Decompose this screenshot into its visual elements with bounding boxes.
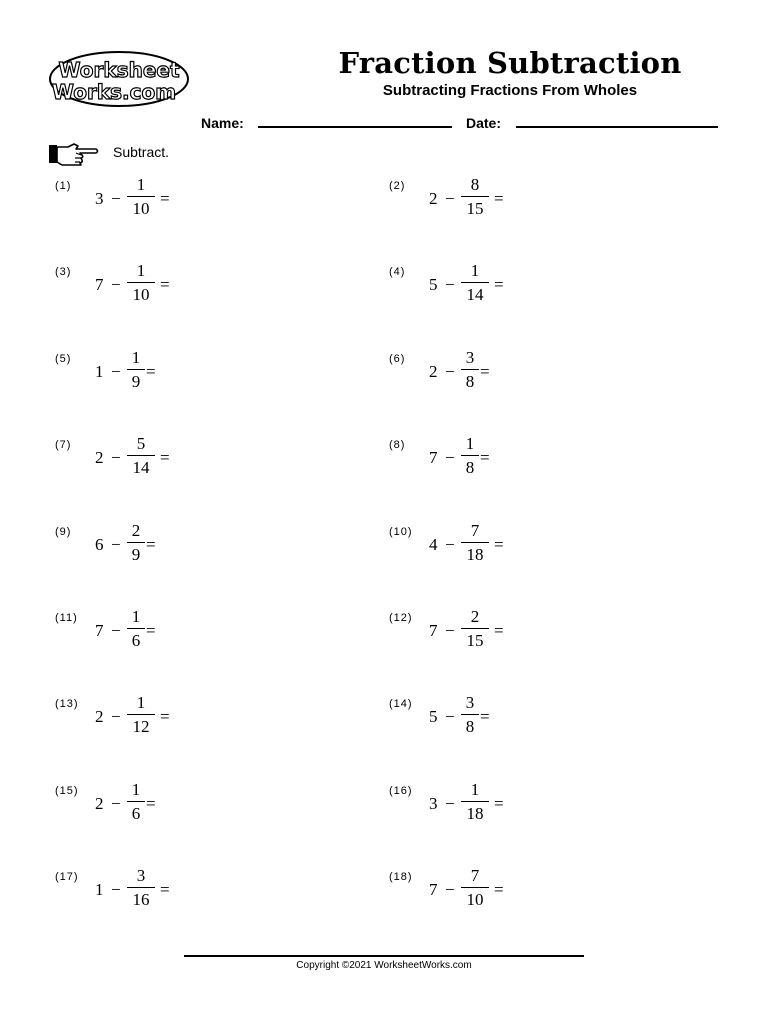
problem-number: (8) [389,439,406,451]
minus-sign: − [111,794,121,813]
numerator: 1 [470,261,480,280]
minus-sign: − [445,448,455,467]
date-label: Date: [466,115,502,131]
numerator: 1 [465,434,475,453]
problem-number: (3) [55,266,72,278]
fraction [461,175,489,219]
fraction [127,261,155,305]
problem-number: (18) [389,871,413,883]
whole-number: 7 [429,621,438,640]
page-title: Fraction Subtraction [338,46,682,80]
whole-number: 7 [429,880,438,899]
problem-number: (12) [389,612,413,624]
problem-number: (11) [55,612,78,624]
whole-number: 2 [95,794,104,813]
fraction-bar [461,196,489,197]
equals-sign: = [480,707,490,726]
whole-number: 1 [95,362,104,381]
denominator: 14 [132,458,150,477]
numerator: 1 [470,780,480,799]
denominator: 6 [131,631,141,650]
whole-number: 2 [95,448,104,467]
equals-sign: = [146,362,156,381]
footer-divider [184,955,584,957]
logo-line2: Works.com [51,80,177,104]
denominator: 12 [132,717,150,736]
whole-number: 3 [429,794,438,813]
fraction-bar [461,369,479,370]
problem-item [389,348,689,398]
problem-number: (15) [55,785,79,797]
minus-sign: − [111,707,121,726]
fraction [461,780,489,824]
denominator: 16 [132,890,150,909]
numerator: 3 [136,866,146,885]
denominator: 10 [466,890,484,909]
fraction-bar [461,628,489,629]
whole-number: 2 [429,362,438,381]
problem-item [55,434,355,484]
minus-sign: − [445,880,455,899]
problem-number: (9) [55,526,72,538]
whole-number: 5 [429,707,438,726]
problem-item [389,607,689,657]
problem-item [55,175,355,225]
numerator: 2 [131,521,141,540]
name-label: Name: [201,115,244,131]
fraction [127,521,145,565]
fraction [461,261,489,305]
numerator: 3 [465,693,475,712]
equals-sign: = [146,794,156,813]
fraction [127,607,145,651]
equals-sign: = [160,275,170,294]
equals-sign: = [494,621,504,640]
whole-number: 3 [95,189,104,208]
problem-item [389,434,689,484]
minus-sign: − [445,189,455,208]
whole-number: 7 [95,275,104,294]
fraction [461,434,479,478]
equals-sign: = [494,535,504,554]
whole-number: 7 [429,448,438,467]
numerator: 3 [465,348,475,367]
fraction-bar [127,628,145,629]
fraction-bar [127,282,155,283]
equals-sign: = [480,362,490,381]
problem-number: (1) [55,180,72,192]
fraction-bar [127,887,155,888]
denominator: 15 [466,631,484,650]
denominator: 14 [466,285,484,304]
minus-sign: − [445,794,455,813]
numerator: 1 [131,780,141,799]
problem-number: (6) [389,353,406,365]
fraction [461,521,489,565]
fraction-bar [127,369,145,370]
equals-sign: = [494,794,504,813]
minus-sign: − [111,189,121,208]
problem-item [55,780,355,830]
problem-number: (10) [389,526,413,538]
whole-number: 2 [95,707,104,726]
fraction-bar [461,801,489,802]
whole-number: 5 [429,275,438,294]
denominator: 9 [131,545,141,564]
problem-number: (5) [55,353,72,365]
equals-sign: = [160,189,170,208]
whole-number: 6 [95,535,104,554]
problem-item [55,866,355,916]
date-field[interactable] [516,126,718,128]
fraction [127,348,145,392]
minus-sign: − [445,707,455,726]
equals-sign: = [494,880,504,899]
fraction [461,866,489,910]
numerator: 7 [470,866,480,885]
whole-number: 4 [429,535,438,554]
equals-sign: = [160,880,170,899]
fraction [461,693,479,737]
equals-sign: = [494,189,504,208]
minus-sign: − [445,362,455,381]
problem-item [55,521,355,571]
fraction-bar [127,714,155,715]
instruction-text: Subtract. [113,144,170,160]
fraction-bar [461,887,489,888]
problem-number: (16) [389,785,413,797]
logo-line1: Worksheet [58,58,180,82]
problem-item [55,261,355,311]
problem-number: (13) [55,698,79,710]
minus-sign: − [111,880,121,899]
fraction-bar [127,801,145,802]
denominator: 8 [465,717,475,736]
fraction [127,866,155,910]
fraction [127,693,155,737]
numerator: 1 [131,348,141,367]
problem-item [55,607,355,657]
fraction [461,607,489,651]
pointing-hand-icon [48,141,100,167]
problem-number: (14) [389,698,413,710]
problem-number: (4) [389,266,406,278]
problem-item [389,780,689,830]
equals-sign: = [146,621,156,640]
problem-number: (7) [55,439,72,451]
denominator: 10 [132,199,150,218]
problem-number: (17) [55,871,79,883]
fraction-bar [461,542,489,543]
minus-sign: − [445,275,455,294]
fraction-bar [127,542,145,543]
numerator: 8 [470,175,480,194]
fraction [127,175,155,219]
problem-item [389,866,689,916]
equals-sign: = [146,535,156,554]
problem-item [389,175,689,225]
minus-sign: − [111,275,121,294]
minus-sign: − [111,448,121,467]
problem-item [389,693,689,743]
fraction-bar [461,455,479,456]
problem-item [55,348,355,398]
denominator: 18 [466,545,484,564]
denominator: 15 [466,199,484,218]
problem-item [389,261,689,311]
fraction-bar [461,282,489,283]
denominator: 9 [131,372,141,391]
fraction [127,434,155,478]
minus-sign: − [445,621,455,640]
worksheetworks-logo [48,50,190,108]
numerator: 2 [470,607,480,626]
equals-sign: = [160,707,170,726]
denominator: 18 [466,804,484,823]
equals-sign: = [160,448,170,467]
copyright-text: Copyright ©2021 WorksheetWorks.com [296,960,472,971]
fraction [461,348,479,392]
denominator: 8 [465,458,475,477]
minus-sign: − [111,535,121,554]
whole-number: 2 [429,189,438,208]
fraction-bar [127,455,155,456]
whole-number: 1 [95,880,104,899]
denominator: 6 [131,804,141,823]
numerator: 1 [131,607,141,626]
numerator: 7 [470,521,480,540]
problem-number: (2) [389,180,406,192]
name-field[interactable] [258,126,452,128]
numerator: 1 [136,175,146,194]
minus-sign: − [445,535,455,554]
fraction-bar [127,196,155,197]
problem-item [389,521,689,571]
equals-sign: = [494,275,504,294]
fraction-bar [461,714,479,715]
denominator: 10 [132,285,150,304]
numerator: 1 [136,693,146,712]
minus-sign: − [111,362,121,381]
equals-sign: = [480,448,490,467]
minus-sign: − [111,621,121,640]
page-subtitle: Subtracting Fractions From Wholes [382,82,638,99]
numerator: 1 [136,261,146,280]
denominator: 8 [465,372,475,391]
numerator: 5 [136,434,146,453]
problem-item [55,693,355,743]
whole-number: 7 [95,621,104,640]
fraction [127,780,145,824]
